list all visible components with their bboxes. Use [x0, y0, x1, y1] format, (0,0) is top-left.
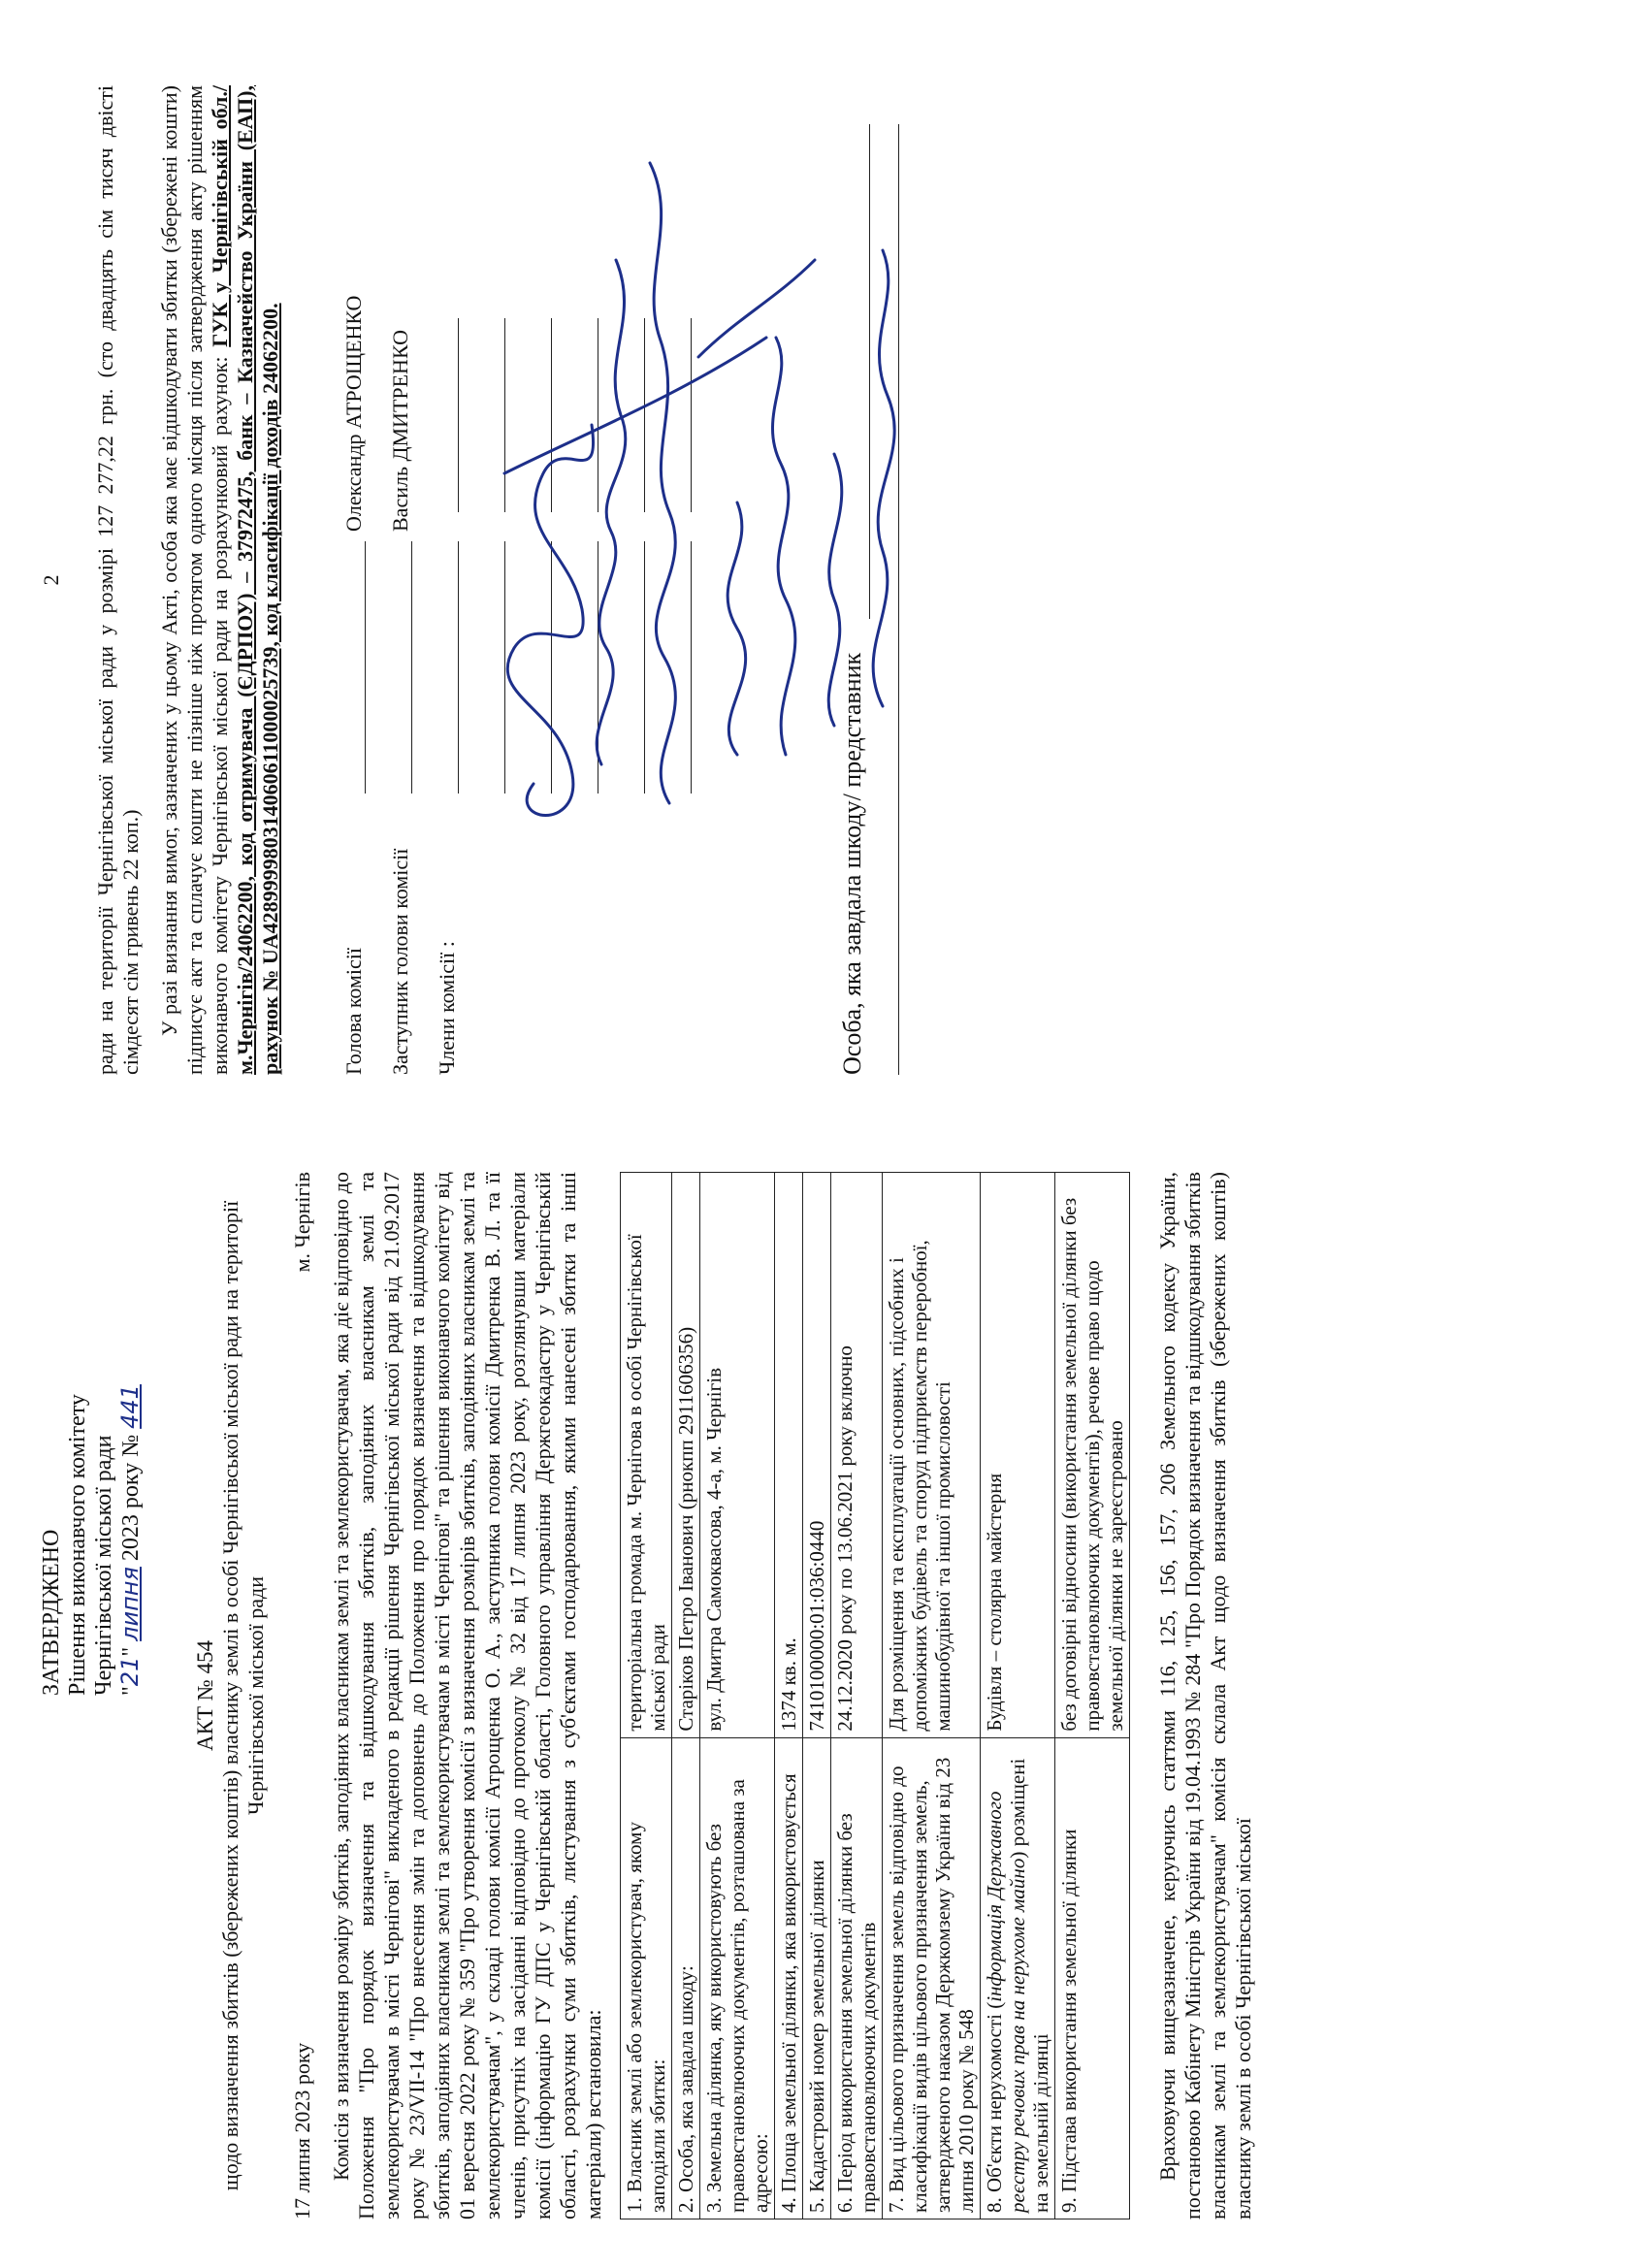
label-part: ) розміщені на земельній ділянці	[1006, 1758, 1052, 2213]
table-row	[831, 1173, 883, 2219]
table-row	[883, 1173, 981, 2219]
deputy-name: Василь ДМИТРЕНКО	[388, 330, 412, 532]
signature-line	[691, 318, 692, 512]
signature-line	[898, 124, 899, 1075]
table-row	[621, 1173, 672, 2219]
table-row	[981, 1173, 1055, 2219]
table-cell-label: 6. Період використання земельної ділянки без правовстановлюючих документів	[831, 1737, 883, 2219]
act-intro-paragraph: Комісія з визначення розміру збитків, заподіяних власникам землі та землекористувачам, яка діє відповідно до Положення "Про порядок визначення та відшкодування збитків, заподіяних власникам землі та землекористувачам в місті Чернігові" викладеного в редакції рішення Чернігівської міської ради від 21.09.2017 року № 23/VII-14 "Про внесення змін та доповнень до Положення про порядок визначення та відшкодування збитків, заподіяних власникам землі та землекористувачам в місті Чернігові" та рішення виконавчого комітету від 01 вересня 2022 року № 359 "Про утворення комісії з визначення розмірів збитків, заподіяних власникам землі та землекористувачам", у складі голови комісії Атрощенка О. А., заступника голови комісії Дмитренка В. Л. та її членів, присутніх на засіданні відповідно до протоколу № 32 від 17 липня 2023 року, розглянувши матеріали комісії (інформацію ГУ ДПС у Чернігівській області, Головного управління Держгеокадастру у Чернігівській області, розрахунки суми збитків, листування з суб'єктами господарювання, якими нанесені збитки та інші матеріали) встановила:	[329, 1172, 605, 2219]
table-cell-value: 7410100000:01:036:0440	[803, 1173, 831, 1738]
obligation-paragraph	[157, 85, 283, 1075]
page-one	[39, 1172, 1256, 2219]
act-title: АКТ № 454	[193, 1640, 217, 1751]
table-cell-label	[981, 1737, 1055, 2219]
signature-stroke	[698, 260, 815, 357]
label-part: 8. Об'єкти нерухомості (	[983, 2001, 1006, 2213]
approval-council: Чернігівської міської ради	[91, 1435, 116, 1696]
signature-stroke	[772, 338, 794, 755]
signature-line	[365, 541, 366, 794]
table-cell-value: без договірні відносини (використання земельної ділянки без правовстановлюючих документів), речове право щодо земельної ділянки не зареєстровано	[1055, 1173, 1130, 1738]
act-city: м. Чернігів	[290, 1172, 314, 1273]
table-cell-label: 2. Особа, яка завдала шкоду:	[672, 1737, 700, 2219]
approval-heading: ЗАТВЕРДЖЕНО	[39, 1529, 64, 1696]
table-cell-label: 7. Вид цільового призначення земель відповідно до класифікації видів цільового призначення земель, затвердженого наказом Держкомзему України від 23 липня 2010 року № 548	[883, 1737, 981, 2219]
table-cell-value: 24.12.2020 року по 13.06.2021 року включно	[831, 1173, 883, 1738]
deputy-signature-row	[388, 85, 435, 1075]
table-cell-label: 5. Кадастровий номер земельної ділянки	[803, 1737, 831, 2219]
member-signature-row	[621, 85, 667, 1075]
approval-date: "21" липня 2023 року № 441	[116, 1384, 144, 1696]
approval-date-prefix: "	[118, 1686, 144, 1696]
table-row	[700, 1173, 775, 2219]
signature-line	[551, 541, 552, 794]
table-cell-value: територіальна громада м. Чернігова в особі Чернігівської міської ради	[621, 1173, 672, 1738]
members-label: Члени комісії :	[435, 941, 459, 1075]
member-signature-row	[481, 85, 528, 1075]
bank-account-details: ГУК у Чернігівській обл./м.Чернігів/24062200, код отримувача (ЄДРПОУ) – 37972475, банк – Казначейство України (ЕАП), рахунок № UA428999980314060611000025739, код класифікації доходів 24062200.	[208, 85, 282, 1075]
table-cell-label: 3. Земельна ділянка, яку використовують без правовстановлюючих документів, розташована за адресою:	[700, 1737, 775, 2219]
table-cell-value: Для розміщення та експлуатації основних, підсобних і допоміжних будівель та споруд підприємств переробної, машинобудівної та іншої промисловості	[883, 1173, 981, 1738]
head-name: Олександр АТРОЩЕНКО	[341, 295, 366, 532]
signature-stroke	[728, 502, 746, 755]
table-cell-label: 1. Власник землі або землекористувач, якому заподіяли збитки:	[621, 1737, 672, 2219]
act-date: 17 липня 2023 року	[290, 2042, 314, 2219]
member-signature-row	[574, 85, 621, 1075]
signature-line	[551, 318, 552, 512]
signature-line	[504, 318, 505, 512]
signature-line	[458, 318, 459, 512]
signature-line	[458, 541, 459, 794]
signature-line	[691, 541, 692, 794]
head-label: Голова комісії	[341, 947, 366, 1075]
page-number: 2	[39, 574, 63, 586]
signatures-block	[341, 85, 714, 1075]
approval-date-suffix: 2023 року №	[118, 1434, 144, 1562]
member-signature-row	[667, 85, 714, 1075]
member-signature-row	[528, 85, 574, 1075]
table-cell-label: 4. Площа земельної ділянки, яка використовується	[775, 1737, 803, 2219]
continuation-paragraph: ради на території Чернігівської міської ради у розмірі 127 277,22 грн. (сто двадцять сім тисяч двісті сімдесят сім гривень 22 коп.)	[93, 85, 143, 1075]
approval-body: Рішення виконавчого комітету	[65, 1394, 90, 1696]
approval-day: 21	[116, 1656, 144, 1687]
signature-line	[411, 541, 412, 794]
representative-label: Особа, яка завдала шкоду/ представник	[838, 652, 866, 1075]
signature-line	[504, 541, 505, 794]
members-signature-row	[435, 85, 481, 1075]
approval-stamp	[39, 1172, 145, 1696]
table-cell-label: 9. Підстава використання земельної ділянки	[1055, 1737, 1130, 2219]
table-cell-value: 1374 кв. м.	[775, 1173, 803, 1738]
page-two	[39, 85, 898, 1075]
obligation-text: У разі визнання вимог, зазначених у цьому Акті, особа яка має відшкодувати збитки (збережені кошти) підписує акт та сплачує кошти не пізніше ніж протягом одного місяця після затвердження акту рішенням виконавчого комітету Чернігівської міської ради на розрахунковий рахунок:	[157, 85, 232, 1075]
representative-row	[840, 85, 898, 1075]
approval-month: липня	[116, 1567, 144, 1641]
table-cell-value: Будівля – столярна майстерня	[981, 1173, 1055, 1738]
act-closing-paragraph: Враховуючи вищезазначене, керуючись статтями 116, 125, 156, 157, 206 Земельного кодексу України, постановою Кабінету Міністрів України від 19.04.1993 № 284 "Про Порядок визначення та відшкодування збитків власникам землі та землекористувачам" комісія склала Акт щодо визначення збитків (збережених коштів) власнику землі в особі Чернігівської міської	[1155, 1172, 1255, 2219]
label-italic-part: інформація Державного реєстру речових прав на нерухоме майно	[983, 1791, 1029, 2213]
signature-line	[869, 124, 870, 619]
act-details-table	[620, 1172, 1130, 2219]
table-row	[1055, 1173, 1130, 2219]
table-row	[672, 1173, 700, 2219]
table-cell-value: вул. Дмитра Самоквасова, 4-а, м. Чернігів	[700, 1173, 775, 1738]
signature-line	[644, 541, 645, 794]
table-row	[775, 1173, 803, 2219]
deputy-label: Заступник голови комісії	[388, 848, 412, 1075]
approval-number: 441	[116, 1384, 144, 1429]
table-cell-value: Старіков Петро Іванович (рнокпп 2911606356)	[672, 1173, 700, 1738]
head-signature-row	[341, 85, 388, 1075]
date-row	[290, 1172, 315, 2219]
act-subtitle: щодо визначення збитків (збережених коштів) власнику землі в особі Чернігівської міської ради на території Чернігівської міської ради	[218, 1200, 268, 2191]
table-row	[803, 1173, 831, 2219]
signature-line	[644, 318, 645, 512]
